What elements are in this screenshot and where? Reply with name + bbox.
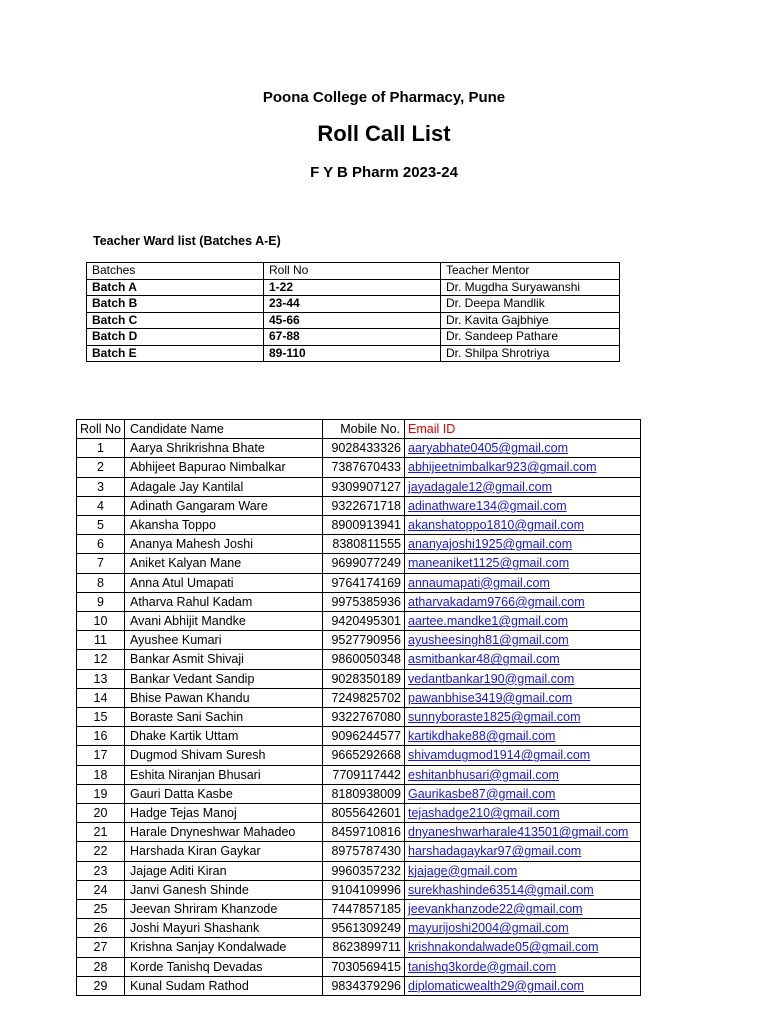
candidate-name-cell: Jajage Aditi Kiran — [125, 861, 323, 880]
email-link[interactable]: jayadagale12@gmail.com — [408, 479, 553, 494]
ward-col-batches: Batches — [87, 263, 264, 280]
table-row — [77, 496, 641, 515]
ward-row — [87, 329, 620, 346]
email-cell — [405, 516, 641, 535]
candidate-name-cell: Avani Abhijit Mandke — [125, 612, 323, 631]
table-row — [77, 650, 641, 669]
email-link[interactable]: shivamdugmod1914@gmail.com — [408, 748, 591, 763]
ward-mentor: Dr. Kavita Gajbhiye — [441, 312, 620, 329]
table-row — [77, 880, 641, 899]
roll-no-cell: 22 — [77, 842, 125, 861]
table-row — [77, 861, 641, 880]
mobile-cell: 9860050348 — [323, 650, 405, 669]
table-row — [77, 765, 641, 784]
table-row — [77, 669, 641, 688]
ward-mentor: Dr. Shilpa Shrotriya — [441, 345, 620, 362]
email-cell — [405, 842, 641, 861]
table-row — [77, 439, 641, 458]
table-row — [77, 727, 641, 746]
ward-batch: Batch B — [87, 296, 264, 313]
email-link[interactable]: maneaniket1125@gmail.com — [408, 556, 570, 571]
roll-no-cell: 2 — [77, 458, 125, 477]
email-link[interactable]: ananyajoshi1925@gmail.com — [408, 537, 573, 552]
ward-row — [87, 279, 620, 296]
roll-no-cell: 13 — [77, 669, 125, 688]
candidate-name-cell: Bhise Pawan Khandu — [125, 688, 323, 707]
candidate-name-cell: Adagale Jay Kantilal — [125, 477, 323, 496]
email-cell — [405, 765, 641, 784]
email-cell — [405, 938, 641, 957]
email-link[interactable]: atharvakadam9766@gmail.com — [408, 594, 585, 609]
candidate-name-cell: Gauri Datta Kasbe — [125, 784, 323, 803]
email-cell — [405, 804, 641, 823]
ward-row — [87, 312, 620, 329]
mobile-cell: 9665292668 — [323, 746, 405, 765]
email-cell — [405, 592, 641, 611]
email-link[interactable]: surekhashinde63514@gmail.com — [408, 882, 594, 897]
mobile-cell: 9834379296 — [323, 976, 405, 995]
email-cell — [405, 631, 641, 650]
email-link[interactable]: mayurijoshi2004@gmail.com — [408, 921, 569, 936]
ward-batch: Batch C — [87, 312, 264, 329]
roll-no-cell: 11 — [77, 631, 125, 650]
roll-no-cell: 7 — [77, 554, 125, 573]
mobile-cell: 9309907127 — [323, 477, 405, 496]
email-link[interactable]: annaumapati@gmail.com — [408, 575, 550, 590]
ward-roll-range: 1-22 — [264, 279, 441, 296]
roll-no-cell: 15 — [77, 708, 125, 727]
email-link[interactable]: asmitbankar48@gmail.com — [408, 652, 560, 667]
table-row — [77, 631, 641, 650]
ward-row — [87, 345, 620, 362]
table-row — [77, 957, 641, 976]
candidate-name-cell: Dhake Kartik Uttam — [125, 727, 323, 746]
email-link[interactable]: sunnyboraste1825@gmail.com — [408, 710, 581, 725]
mobile-cell: 8459710816 — [323, 823, 405, 842]
ward-list-caption: Teacher Ward list (Batches A-E) — [93, 234, 281, 248]
mobile-cell: 7387670433 — [323, 458, 405, 477]
candidate-name-cell: Boraste Sani Sachin — [125, 708, 323, 727]
roll-no-cell: 3 — [77, 477, 125, 496]
mobile-cell: 9028350189 — [323, 669, 405, 688]
email-cell — [405, 458, 641, 477]
email-cell — [405, 650, 641, 669]
candidate-name-cell: Korde Tanishq Devadas — [125, 957, 323, 976]
email-link[interactable]: pawanbhise3419@gmail.com — [408, 690, 573, 705]
email-cell — [405, 880, 641, 899]
ward-mentor: Dr. Sandeep Pathare — [441, 329, 620, 346]
ward-col-rollno: Roll No — [264, 263, 441, 280]
email-link[interactable]: krishnakondalwade05@gmail.com — [408, 940, 599, 955]
email-cell — [405, 861, 641, 880]
mobile-cell: 9322767080 — [323, 708, 405, 727]
email-cell — [405, 573, 641, 592]
roll-no-cell: 8 — [77, 573, 125, 592]
email-link[interactable]: tejashadge210@gmail.com — [408, 806, 560, 821]
ward-header-row — [87, 263, 620, 280]
roll-no-cell: 21 — [77, 823, 125, 842]
table-row — [77, 804, 641, 823]
roll-no-cell: 26 — [77, 919, 125, 938]
ward-roll-range: 67-88 — [264, 329, 441, 346]
roll-no-cell: 28 — [77, 957, 125, 976]
roll-no-cell: 19 — [77, 784, 125, 803]
email-link[interactable]: aaryabhate0405@gmail.com — [408, 441, 569, 456]
students-header-row — [77, 420, 641, 439]
mobile-cell: 9975385936 — [323, 592, 405, 611]
candidate-name-cell: Janvi Ganesh Shinde — [125, 880, 323, 899]
candidate-name-cell: Anna Atul Umapati — [125, 573, 323, 592]
email-cell — [405, 535, 641, 554]
email-cell — [405, 439, 641, 458]
table-row — [77, 612, 641, 631]
ward-roll-range: 45-66 — [264, 312, 441, 329]
roll-no-cell: 5 — [77, 516, 125, 535]
ward-mentor: Dr. Mugdha Suryawanshi — [441, 279, 620, 296]
roll-no-cell: 9 — [77, 592, 125, 611]
roll-no-cell: 29 — [77, 976, 125, 995]
col-roll-no: Roll No — [77, 420, 125, 439]
table-row — [77, 938, 641, 957]
mobile-cell: 9096244577 — [323, 727, 405, 746]
email-link[interactable]: jeevankhanzode22@gmail.com — [408, 902, 583, 917]
email-link[interactable]: aartee.mandke1@gmail.com — [408, 614, 568, 629]
email-cell — [405, 554, 641, 573]
email-link[interactable]: Gaurikasbe87@gmail.com — [408, 786, 556, 801]
col-email-id: Email ID — [405, 420, 641, 439]
email-link[interactable]: kartikdhake88@gmail.com — [408, 729, 556, 744]
roll-no-cell: 14 — [77, 688, 125, 707]
email-link[interactable]: vedantbankar190@gmail.com — [408, 671, 575, 686]
ward-col-mentor: Teacher Mentor — [441, 263, 620, 280]
mobile-cell: 9104109996 — [323, 880, 405, 899]
table-row — [77, 477, 641, 496]
email-link[interactable]: dnyaneshwarharale413501@gmail.com — [408, 825, 629, 840]
roll-no-cell: 24 — [77, 880, 125, 899]
roll-call-table — [76, 419, 641, 996]
candidate-name-cell: Hadge Tejas Manoj — [125, 804, 323, 823]
email-cell — [405, 496, 641, 515]
col-candidate-name: Candidate Name — [125, 420, 323, 439]
table-row — [77, 458, 641, 477]
mobile-cell: 7249825702 — [323, 688, 405, 707]
roll-no-cell: 27 — [77, 938, 125, 957]
email-link[interactable]: kjajage@gmail.com — [408, 863, 518, 878]
roll-no-cell: 17 — [77, 746, 125, 765]
candidate-name-cell: Ayushee Kumari — [125, 631, 323, 650]
candidate-name-cell: Aniket Kalyan Mane — [125, 554, 323, 573]
candidate-name-cell: Atharva Rahul Kadam — [125, 592, 323, 611]
candidate-name-cell: Ananya Mahesh Joshi — [125, 535, 323, 554]
candidate-name-cell: Adinath Gangaram Ware — [125, 496, 323, 515]
ward-row — [87, 296, 620, 313]
mobile-cell: 7447857185 — [323, 900, 405, 919]
email-cell — [405, 957, 641, 976]
email-cell — [405, 477, 641, 496]
mobile-cell: 9561309249 — [323, 919, 405, 938]
candidate-name-cell: Bankar Vedant Sandip — [125, 669, 323, 688]
mobile-cell: 9322671718 — [323, 496, 405, 515]
email-cell — [405, 612, 641, 631]
email-cell — [405, 688, 641, 707]
class-year: F Y B Pharm 2023-24 — [310, 164, 458, 181]
mobile-cell: 9764174169 — [323, 573, 405, 592]
roll-no-cell: 12 — [77, 650, 125, 669]
roll-no-cell: 18 — [77, 765, 125, 784]
table-row — [77, 976, 641, 995]
roll-no-cell: 25 — [77, 900, 125, 919]
mobile-cell: 8055642601 — [323, 804, 405, 823]
table-row — [77, 573, 641, 592]
candidate-name-cell: Akansha Toppo — [125, 516, 323, 535]
mobile-cell: 7030569415 — [323, 957, 405, 976]
table-row — [77, 784, 641, 803]
mobile-cell: 8975787430 — [323, 842, 405, 861]
teacher-ward-table — [86, 262, 620, 362]
roll-no-cell: 4 — [77, 496, 125, 515]
email-link[interactable]: akanshatoppo1810@gmail.com — [408, 518, 584, 533]
mobile-cell: 9028433326 — [323, 439, 405, 458]
mobile-cell: 9699077249 — [323, 554, 405, 573]
email-link[interactable]: eshitanbhusari@gmail.com — [408, 767, 559, 782]
roll-no-cell: 16 — [77, 727, 125, 746]
roll-no-cell: 20 — [77, 804, 125, 823]
email-link[interactable]: adinathware134@gmail.com — [408, 498, 567, 513]
table-row — [77, 688, 641, 707]
ward-roll-range: 89-110 — [264, 345, 441, 362]
table-row — [77, 842, 641, 861]
table-row — [77, 708, 641, 727]
roll-no-cell: 10 — [77, 612, 125, 631]
mobile-cell: 9960357232 — [323, 861, 405, 880]
mobile-cell: 9527790956 — [323, 631, 405, 650]
roll-no-cell: 6 — [77, 535, 125, 554]
mobile-cell: 7709117442 — [323, 765, 405, 784]
mobile-cell: 8900913941 — [323, 516, 405, 535]
email-cell — [405, 669, 641, 688]
ward-mentor: Dr. Deepa Mandlik — [441, 296, 620, 313]
college-name: Poona College of Pharmacy, Pune — [262, 89, 506, 106]
table-row — [77, 900, 641, 919]
table-row — [77, 823, 641, 842]
email-link[interactable]: tanishq3korde@gmail.com — [408, 959, 557, 974]
email-cell — [405, 708, 641, 727]
candidate-name-cell: Eshita Niranjan Bhusari — [125, 765, 323, 784]
mobile-cell: 8623899711 — [323, 938, 405, 957]
ward-batch: Batch E — [87, 345, 264, 362]
candidate-name-cell: Abhijeet Bapurao Nimbalkar — [125, 458, 323, 477]
email-cell — [405, 900, 641, 919]
email-cell — [405, 784, 641, 803]
mobile-cell: 9420495301 — [323, 612, 405, 631]
table-row — [77, 592, 641, 611]
email-cell — [405, 976, 641, 995]
candidate-name-cell: Joshi Mayuri Shashank — [125, 919, 323, 938]
email-link[interactable]: diplomaticwealth29@gmail.com — [408, 978, 584, 993]
ward-batch: Batch D — [87, 329, 264, 346]
page-title: Roll Call List — [317, 121, 451, 146]
candidate-name-cell: Jeevan Shriram Khanzode — [125, 900, 323, 919]
candidate-name-cell: Dugmod Shivam Suresh — [125, 746, 323, 765]
candidate-name-cell: Harale Dnyneshwar Mahadeo — [125, 823, 323, 842]
candidate-name-cell: Harshada Kiran Gaykar — [125, 842, 323, 861]
col-mobile-no: Mobile No. — [323, 420, 405, 439]
email-cell — [405, 746, 641, 765]
ward-batch: Batch A — [87, 279, 264, 296]
email-cell — [405, 823, 641, 842]
email-link[interactable]: abhijeetnimbalkar923@gmail.com — [408, 460, 597, 475]
email-link[interactable]: harshadagaykar97@gmail.com — [408, 844, 582, 859]
table-row — [77, 535, 641, 554]
email-cell — [405, 919, 641, 938]
candidate-name-cell: Kunal Sudam Rathod — [125, 976, 323, 995]
table-row — [77, 919, 641, 938]
table-row — [77, 746, 641, 765]
candidate-name-cell: Bankar Asmit Shivaji — [125, 650, 323, 669]
mobile-cell: 8380811555 — [323, 535, 405, 554]
candidate-name-cell: Krishna Sanjay Kondalwade — [125, 938, 323, 957]
roll-no-cell: 1 — [77, 439, 125, 458]
candidate-name-cell: Aarya Shrikrishna Bhate — [125, 439, 323, 458]
mobile-cell: 8180938009 — [323, 784, 405, 803]
table-row — [77, 516, 641, 535]
email-link[interactable]: ayusheesingh81@gmail.com — [408, 633, 569, 648]
ward-roll-range: 23-44 — [264, 296, 441, 313]
email-cell — [405, 727, 641, 746]
roll-no-cell: 23 — [77, 861, 125, 880]
table-row — [77, 554, 641, 573]
